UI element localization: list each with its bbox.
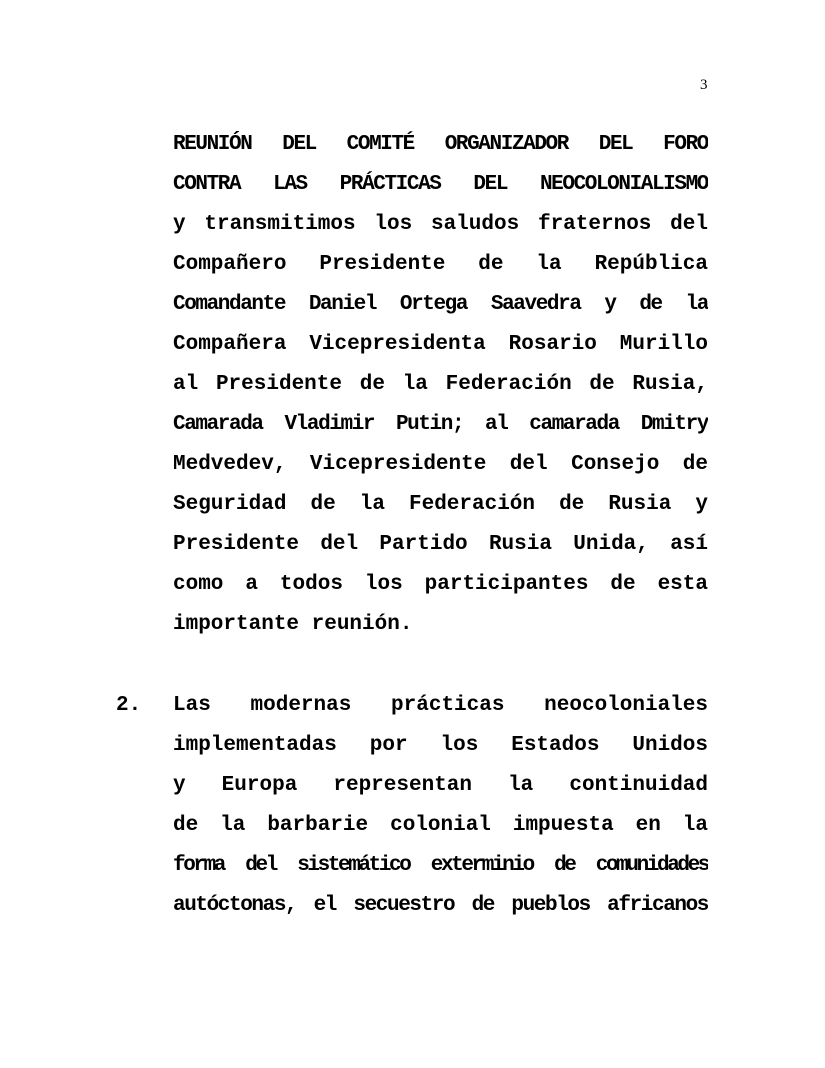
paragraph-line: como a todos los participantes de esta — [173, 573, 708, 596]
item-line: y Europa representan la continuidad — [173, 774, 708, 797]
item-line: autóctonas, el secuestro de pueblos africanos — [173, 894, 708, 917]
paragraph-line: Presidente del Partido Rusia Unida, así — [173, 533, 708, 556]
paragraph-line: Compañero Presidente de la República — [173, 253, 708, 276]
item-line: de la barbarie colonial impuesta en la — [173, 814, 708, 837]
paragraph-line: importante reunión. — [173, 613, 413, 636]
paragraph-line: Camarada Vladimir Putin; al camarada Dmitry — [173, 413, 708, 436]
paragraph-line: REUNIÓN DEL COMITÉ ORGANIZADOR DEL FORO — [173, 133, 708, 156]
page-number: 3 — [700, 77, 708, 93]
paragraph-line: CONTRA LAS PRÁCTICAS DEL NEOCOLONIALISMO — [173, 173, 708, 196]
paragraph-line: Seguridad de la Federación de Rusia y — [173, 493, 708, 516]
item-number: 2. — [116, 694, 142, 717]
paragraph-line: y transmitimos los saludos fraternos del — [173, 213, 708, 236]
item-line: forma del sistemático exterminio de comunidades — [173, 854, 708, 877]
paragraph-line: Comandante Daniel Ortega Saavedra y de la — [173, 293, 708, 316]
paragraph-line: Medvedev, Vicepresidente del Consejo de — [173, 453, 708, 476]
paragraph-line: Compañera Vicepresidenta Rosario Murillo — [173, 333, 708, 356]
item-line: Las modernas prácticas neocoloniales — [173, 694, 708, 717]
item-line: implementadas por los Estados Unidos — [173, 734, 708, 757]
paragraph-line: al Presidente de la Federación de Rusia, — [173, 373, 708, 396]
